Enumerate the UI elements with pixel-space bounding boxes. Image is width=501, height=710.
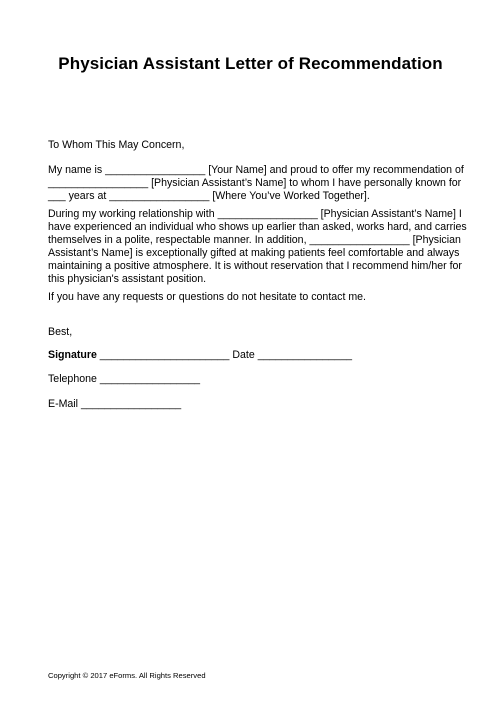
signature-field: ______________________ [96,349,233,361]
paragraph-line: themselves in a polite, respectable manner. In addition, _________________ [Physician [48,234,461,246]
paragraph-line: have experienced an individual who shows up earlier than asked, works hard, and carries [48,221,467,233]
paragraph-line: My name is _________________ [Your Name] and proud to offer my recommendation of [48,164,464,176]
greeting: To Whom This May Concern, [48,139,185,151]
closing: Best, [48,326,73,338]
document-title: Physician Assistant Letter of Recommendation [58,54,443,73]
paragraph-line: _________________ [Physician Assistant’s Name] to whom I have personally known for [48,177,462,189]
paragraph-line: Assistant’s Name] is exceptionally gifted at making patients feel comfortable and always [48,247,460,259]
paragraph-line: ___ years at _________________ [Where You’ve Worked Together]. [48,190,370,202]
paragraph-line: maintaining a positive atmosphere. It is without reservation that I recommend him/her for [48,260,462,272]
telephone-row: Telephone _________________ [48,373,200,385]
paragraph-relationship [48,208,467,286]
date-label: Date [232,349,255,361]
date-field: ________________ [254,349,352,361]
signature-label: Signature [48,349,97,361]
paragraph-line: this physician's assistant position. [48,273,207,285]
paragraph-contact: If you have any requests or questions do not hesitate to contact me. [48,291,367,303]
signature-row [48,349,352,362]
paragraph-introduction [48,164,464,203]
paragraph-line: During my working relationship with _________________ [Physician Assistant’s Name] I [48,208,462,220]
copyright-footer: Copyright © 2017 eForms. All Rights Reserved [48,671,206,680]
email-row: E-Mail _________________ [48,398,182,410]
